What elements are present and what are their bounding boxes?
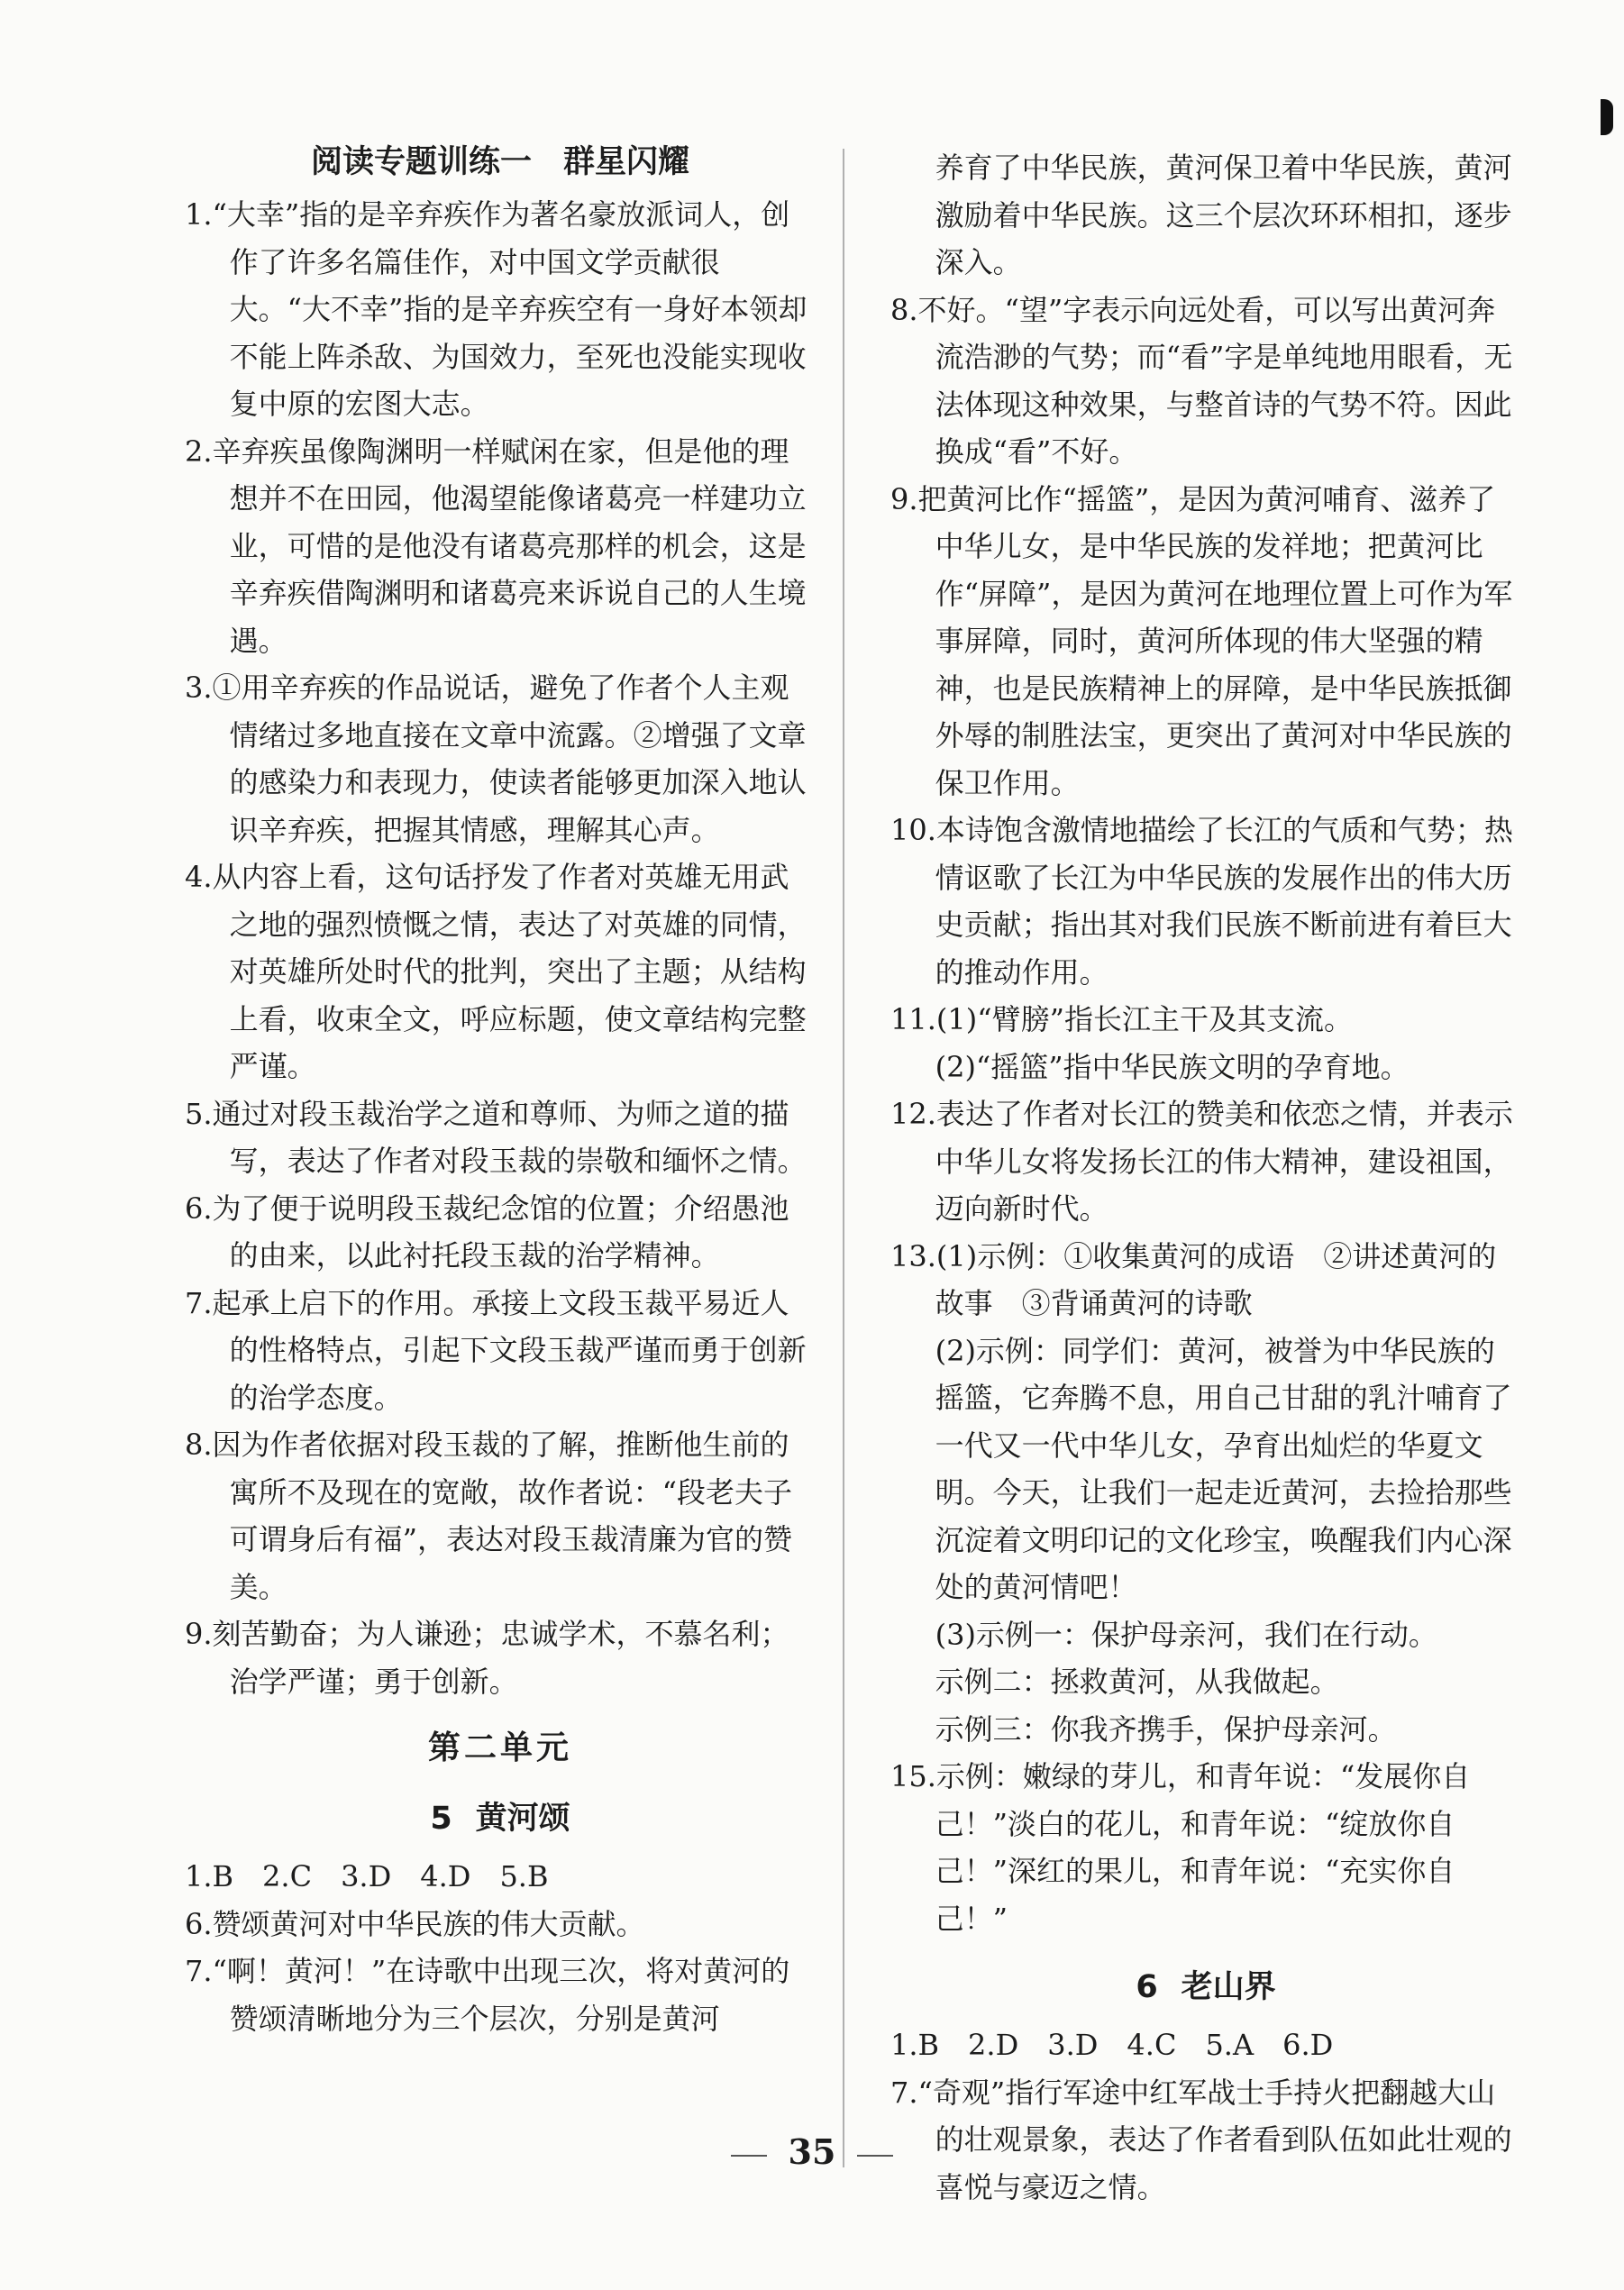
answer-item: 9.刻苦勤奋；为人谦逊；忠诚学术，不慕名利；治学严谨；勇于创新。 bbox=[185, 1617, 789, 1699]
page-edge-mark bbox=[1601, 99, 1613, 135]
lesson-title bbox=[890, 1964, 1521, 2011]
answer-continuation: 养育了中华民族，黄河保卫着中华民族，黄河激励着中华民族。这三个层次环环相扣，逐步深入。 bbox=[935, 151, 1512, 279]
footer-dash bbox=[731, 2155, 767, 2157]
unit-title: 第二单元 bbox=[427, 1729, 572, 1766]
answer-item: 11.(1)“臂膀”指长江主干及其支流。 bbox=[890, 1002, 1353, 1036]
answer-item: 8.因为作者依据对段玉裁的了解，推断他生前的寓所不及现在的宽敞，故作者说：“段老夫子可谓身后有福”，表达对段玉裁清廉为官的赞美。 bbox=[185, 1428, 792, 1604]
lesson-number: 6 bbox=[1136, 1969, 1158, 2005]
answer-item: 3.①用辛弃疾的作品说话，避免了作者个人主观情绪过多地直接在文章中流露。②增强了文章的感染力和表现力，使读者能够更加深入地认识辛弃疾，把握其情感，理解其心声。 bbox=[185, 671, 807, 847]
answer-item: 15.示例：嫩绿的芽儿，和青年说：“发展你自己！”淡白的花儿，和青年说：“绽放你自己！”深红的果儿，和青年说：“充实你自己！” bbox=[890, 1759, 1471, 1936]
left-column bbox=[185, 135, 816, 2042]
lesson-name: 老山界 bbox=[1181, 1969, 1276, 2005]
lesson-title bbox=[185, 1795, 816, 1842]
answer-item: 1.B 2.C 3.D 4.D 5.B bbox=[185, 1859, 549, 1893]
answer-item: 7.“奇观”指行军途中红军战士手持火把翻越大山的壮观景象，表达了作者看到队伍如此壮观的喜悦与豪迈之情。 bbox=[890, 2075, 1512, 2204]
answer-item: 1.“大幸”指的是辛弃疾作为著名豪放派词人，创作了许多名篇佳作，对中国文学贡献很大。“大不幸”指的是辛弃疾空有一身好本领却不能上阵杀敌、为国效力，至死也没能实现收复中原的宏图大志。 bbox=[185, 197, 807, 421]
footer-dash bbox=[857, 2155, 893, 2157]
lesson-name: 黄河颂 bbox=[475, 1801, 570, 1837]
answer-item: 6.赞颂黄河对中华民族的伟大贡献。 bbox=[185, 1906, 645, 1941]
answer-item: 5.通过对段玉裁治学之道和尊师、为师之道的描写，表达了作者对段玉裁的崇敬和缅怀之情。 bbox=[185, 1096, 807, 1178]
page-footer bbox=[0, 2131, 1624, 2172]
answer-item: 4.从内容上看，这句话抒发了作者对英雄无用武之地的强烈愤慨之情，表达了对英雄的同情，对英雄所处时代的批判，突出了主题；从结构上看，收束全文，呼应标题，使文章结构完整严谨。 bbox=[185, 860, 807, 1083]
answer-item: 7.起承上启下的作用。承接上文段玉裁平易近人的性格特点，引起下文段玉裁严谨而勇于创新的治学态度。 bbox=[185, 1285, 807, 1415]
page-number: 35 bbox=[788, 2131, 836, 2172]
answer-subitem: (2)“摇篮”指中华民族文明的孕育地。 bbox=[935, 1049, 1410, 1084]
answer-subitem: 示例三：你我齐携手，保护母亲河。 bbox=[935, 1711, 1397, 1747]
answer-item: 9.把黄河比作“摇篮”，是因为黄河哺育、滋养了中华儿女，是中华民族的发祥地；把黄河比作“屏障”，是因为黄河在地理位置上可作为军事屏障，同时，黄河所体现的伟大坚强的精神，也是民族精神上的屏障，是中华民族抵御外辱的制胜法宝，更突出了黄河对中华民族的保卫作用。 bbox=[890, 481, 1513, 800]
answer-item: 12.表达了作者对长江的赞美和依恋之情，并表示中华儿女将发扬长江的伟大精神，建设祖国，迈向新时代。 bbox=[890, 1097, 1513, 1226]
section-title: 阅读专题训练一 群星闪耀 bbox=[310, 144, 689, 180]
answer-item: 10.本诗饱含激情地描绘了长江的气质和气势；热情讴歌了长江为中华民族的发展作出的伟大历史贡献；指出其对我们民族不断前进有着巨大的推动作用。 bbox=[890, 813, 1513, 990]
answer-item: 2.辛弃疾虽像陶渊明一样赋闲在家，但是他的理想并不在田园，他渴望能像诸葛亮一样建功立业，可惜的是他没有诸葛亮那样的机会，这是辛弃疾借陶渊明和诸葛亮来诉说自己的人生境遇。 bbox=[185, 433, 807, 658]
right-column bbox=[890, 144, 1521, 2211]
answer-subitem: (3)示例一：保护母亲河，我们在行动。 bbox=[935, 1617, 1437, 1652]
answer-item: 6.为了便于说明段玉裁纪念馆的位置；介绍愚池的由来，以此衬托段玉裁的治学精神。 bbox=[185, 1191, 789, 1273]
answer-item: 1.B 2.D 3.D 4.C 5.A 6.D bbox=[890, 2028, 1334, 2062]
answer-item: 13.(1)示例：①收集黄河的成语 ②讲述黄河的故事 ③背诵黄河的诗歌 bbox=[890, 1238, 1497, 1320]
answer-item: 7.“啊！黄河！”在诗歌中出现三次，将对黄河的赞颂清晰地分为三个层次，分别是黄河 bbox=[185, 1954, 790, 2036]
answer-subitem: (2)示例：同学们：黄河，被誉为中华民族的摇篮，它奔腾不息，用自己甘甜的乳汁哺育了一代又一代中华儿女，孕育出灿烂的华夏文明。今天，让我们一起走近黄河，去捡拾那些沉淀着文明印记的文化珍宝，唤醒我们内心深处的黄河情吧！ bbox=[935, 1333, 1512, 1604]
column-divider bbox=[843, 149, 844, 2167]
lesson-number: 5 bbox=[430, 1801, 452, 1837]
answer-item: 8.不好。“望”字表示向远处看，可以写出黄河奔流浩渺的气势；而“看”字是单纯地用眼看，无法体现这种效果，与整首诗的气势不符。因此换成“看”不好。 bbox=[890, 292, 1513, 469]
answer-subitem: 示例二：拯救黄河，从我做起。 bbox=[935, 1665, 1339, 1699]
